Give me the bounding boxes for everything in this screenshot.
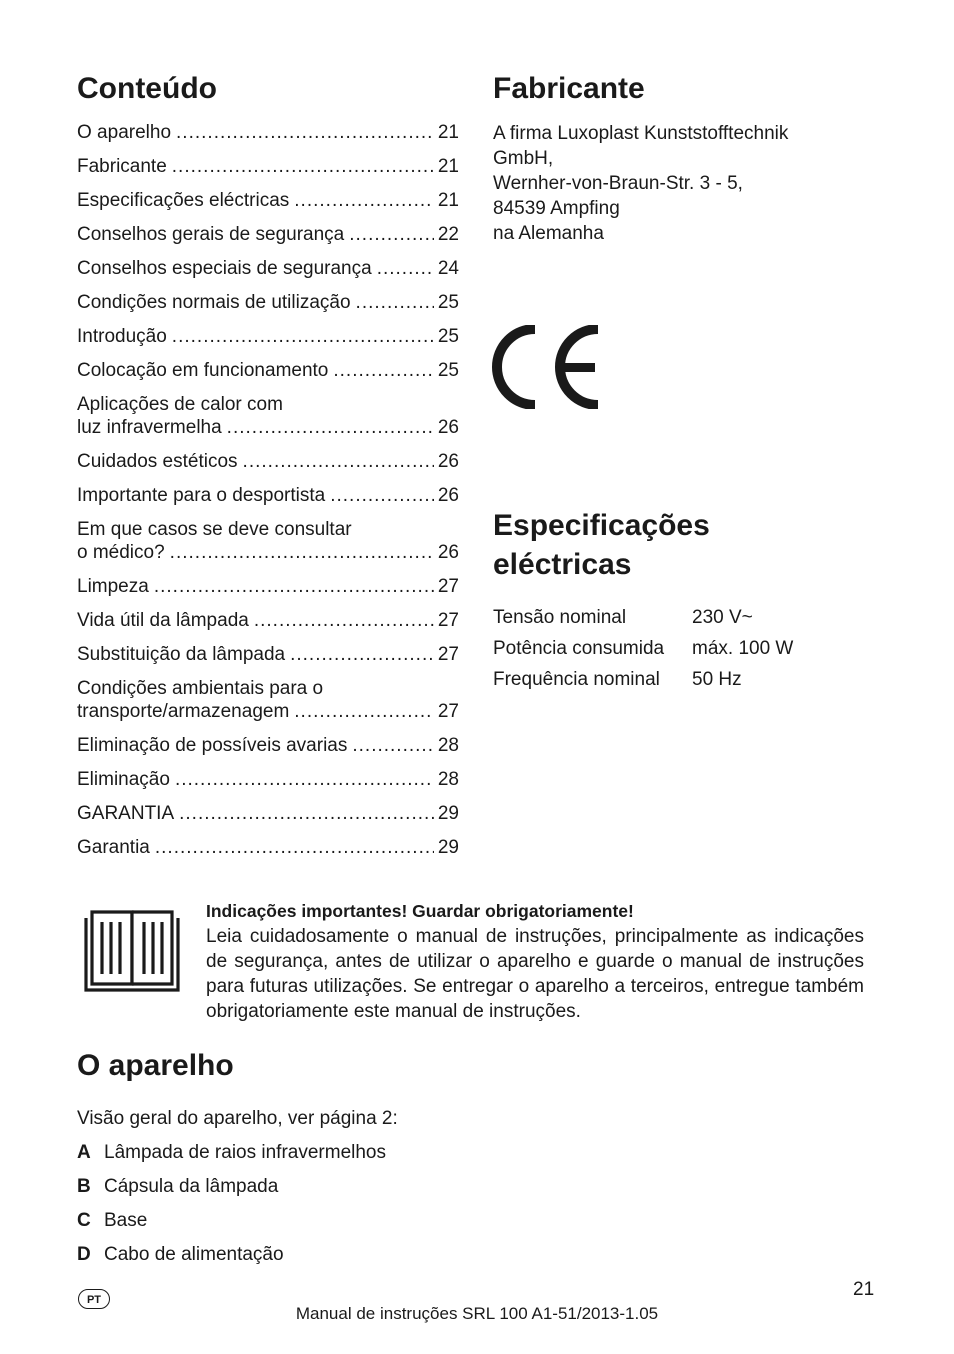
toc-page-number: 28 [437, 769, 459, 790]
item-letter: A [77, 1142, 91, 1163]
notice-title: Indicações importantes! Guardar obrigatoriamente! [206, 901, 634, 921]
toc-line [77, 484, 459, 507]
toc-page-number: 21 [437, 122, 459, 143]
toc-leader-dots [356, 291, 434, 314]
toc-entry [77, 155, 459, 178]
toc-line [77, 734, 459, 757]
toc-line [77, 121, 459, 144]
toc-entry-title: Condições ambientais para o [77, 678, 324, 699]
toc-entry-title: o médico? [77, 542, 165, 563]
toc-entry [77, 609, 459, 632]
item-text: Cápsula da lâmpada [104, 1176, 279, 1197]
specs-table [493, 602, 793, 695]
toc-entry-title: Limpeza [77, 576, 149, 597]
toc-entry [77, 121, 459, 144]
toc-page-number: 26 [437, 451, 459, 472]
toc-line [77, 450, 459, 473]
toc-line [77, 802, 459, 825]
toc-line-continued [77, 393, 459, 416]
item-text: Cabo de alimentação [104, 1244, 284, 1265]
important-notice [206, 899, 864, 1024]
toc-line-continued [77, 677, 459, 700]
toc-page-number: 21 [437, 156, 459, 177]
toc-leader-dots [172, 325, 434, 348]
toc-leader-dots [170, 541, 434, 564]
toc-entry [77, 734, 459, 757]
toc-entry-title: Fabricante [77, 156, 167, 177]
language-badge: PT [78, 1289, 110, 1309]
toc-line [77, 223, 459, 246]
item-text: Base [104, 1210, 148, 1231]
toc-line [77, 359, 459, 382]
page-number: 21 [853, 1279, 875, 1300]
toc-entry-title: Vida útil da lâmpada [77, 610, 249, 631]
spec-row [493, 602, 793, 633]
item-letter: D [77, 1244, 91, 1265]
spec-label: Frequência nominal [493, 668, 660, 690]
specs-title-line2: eléctricas [493, 548, 632, 581]
toc-page-number: 27 [437, 576, 459, 597]
toc-leader-dots [349, 223, 434, 246]
specs-title-line1: Especificações [493, 509, 710, 542]
item-letter: B [77, 1176, 91, 1197]
toc-leader-dots [179, 802, 434, 825]
table-of-contents [77, 121, 459, 870]
toc-page-number: 26 [437, 417, 459, 438]
toc-entry [77, 575, 459, 598]
address-line: na Alemanha [493, 223, 604, 244]
toc-line [77, 609, 459, 632]
toc-entry [77, 189, 459, 212]
toc-page-number: 21 [437, 190, 459, 211]
toc-entry-title: Especificações eléctricas [77, 190, 290, 211]
toc-entry [77, 450, 459, 473]
toc-entry-title: Substituição da lâmpada [77, 644, 286, 665]
list-item [77, 1140, 386, 1174]
list-item [77, 1174, 386, 1208]
spec-row [493, 664, 793, 695]
toc-entry-title: Condições normais de utilização [77, 292, 351, 313]
manufacturer-title: Fabricante [493, 72, 645, 105]
toc-entry [77, 518, 459, 564]
toc-line [77, 155, 459, 178]
book-icon [80, 904, 184, 996]
toc-entry [77, 325, 459, 348]
toc-line [77, 257, 459, 280]
toc-line [77, 325, 459, 348]
address-line: 84539 Ampfing [493, 198, 620, 219]
toc-page-number: 29 [437, 837, 459, 858]
address-line: Wernher-von-Braun-Str. 3 - 5, [493, 173, 743, 194]
toc-leader-dots [290, 643, 434, 666]
toc-leader-dots [172, 155, 434, 178]
toc-leader-dots [227, 416, 434, 439]
manufacturer-address [493, 121, 853, 246]
toc-leader-dots [333, 359, 433, 382]
toc-entry-title: Conselhos especiais de segurança [77, 258, 372, 279]
toc-page-number: 26 [437, 542, 459, 563]
toc-line [77, 575, 459, 598]
toc-leader-dots [175, 768, 434, 791]
toc-line [77, 541, 459, 564]
toc-leader-dots [254, 609, 434, 632]
specs-title [493, 506, 853, 584]
list-item [77, 1242, 386, 1276]
toc-entry [77, 257, 459, 280]
toc-entry [77, 768, 459, 791]
toc-entry [77, 393, 459, 439]
toc-entry-title: Introdução [77, 326, 167, 347]
toc-page-number: 27 [437, 701, 459, 722]
toc-entry-title: O aparelho [77, 122, 172, 143]
spec-value: 230 V~ [692, 606, 753, 628]
toc-line [77, 189, 459, 212]
toc-page-number: 27 [437, 610, 459, 631]
toc-entry [77, 643, 459, 666]
spec-value: máx. 100 W [692, 637, 794, 659]
toc-entry [77, 484, 459, 507]
toc-entry [77, 359, 459, 382]
address-line: A firma Luxoplast Kunststofftechnik [493, 123, 789, 144]
toc-entry [77, 291, 459, 314]
toc-line [77, 416, 459, 439]
notice-body: Leia cuidadosamente o manual de instruções, principalmente as indicações de segurança, antes de utilizar o aparelho e guarde o manual de instruções para futuras utilizações. Se entregar o aparelho a terceiros, entregue também obrigatoriamente este manual de instruções. [206, 926, 864, 1022]
toc-entry-title: Aplicações de calor com [77, 394, 283, 415]
toc-leader-dots [243, 450, 434, 473]
toc-entry-title: Cuidados estéticos [77, 451, 238, 472]
spec-row [493, 633, 793, 664]
toc-entry [77, 802, 459, 825]
toc-page-number: 25 [437, 326, 459, 347]
toc-leader-dots [294, 189, 434, 212]
toc-title: Conteúdo [77, 72, 217, 105]
toc-line [77, 768, 459, 791]
device-title: O aparelho [77, 1049, 234, 1082]
toc-leader-dots [154, 575, 434, 598]
item-letter: C [77, 1210, 91, 1231]
toc-line-continued [77, 518, 459, 541]
spec-label: Potência consumida [493, 637, 665, 659]
toc-leader-dots [155, 836, 434, 859]
toc-page-number: 29 [437, 803, 459, 824]
toc-entry-title: Em que casos se deve consultar [77, 519, 352, 540]
toc-line [77, 700, 459, 723]
toc-line [77, 291, 459, 314]
toc-leader-dots [294, 700, 434, 723]
toc-page-number: 26 [437, 485, 459, 506]
toc-entry-title: transporte/armazenagem [77, 701, 290, 722]
toc-page-number: 25 [437, 360, 459, 381]
toc-page-number: 22 [437, 224, 459, 245]
toc-page-number: 25 [437, 292, 459, 313]
spec-label: Tensão nominal [493, 606, 627, 628]
toc-entry-title: GARANTIA [77, 803, 175, 824]
toc-entry-title: Conselhos gerais de segurança [77, 224, 345, 245]
item-text: Lâmpada de raios infravermelhos [104, 1142, 386, 1163]
toc-entry-title: luz infravermelha [77, 417, 222, 438]
address-line: GmbH, [493, 148, 554, 169]
toc-leader-dots [352, 734, 434, 757]
list-item [77, 1208, 386, 1242]
device-parts-list [77, 1140, 386, 1276]
toc-leader-dots [176, 121, 434, 144]
toc-page-number: 24 [437, 258, 459, 279]
toc-page-number: 28 [437, 735, 459, 756]
toc-line [77, 836, 459, 859]
toc-line [77, 643, 459, 666]
toc-leader-dots [377, 257, 434, 280]
footer-manual-reference: Manual de instruções SRL 100 A1-51/2013-1.05 [295, 1304, 659, 1323]
toc-entry-title: Eliminação de possíveis avarias [77, 735, 348, 756]
toc-entry-title: Colocação em funcionamento [77, 360, 329, 381]
toc-entry-title: Garantia [77, 837, 150, 858]
toc-entry-title: Eliminação [77, 769, 170, 790]
toc-entry [77, 677, 459, 723]
toc-entry [77, 836, 459, 859]
spec-value: 50 Hz [692, 668, 742, 690]
toc-page-number: 27 [437, 644, 459, 665]
toc-entry [77, 223, 459, 246]
device-intro: Visão geral do aparelho, ver página 2: [77, 1108, 398, 1129]
toc-entry-title: Importante para o desportista [77, 485, 326, 506]
ce-mark-logo [488, 325, 606, 409]
toc-leader-dots [330, 484, 434, 507]
